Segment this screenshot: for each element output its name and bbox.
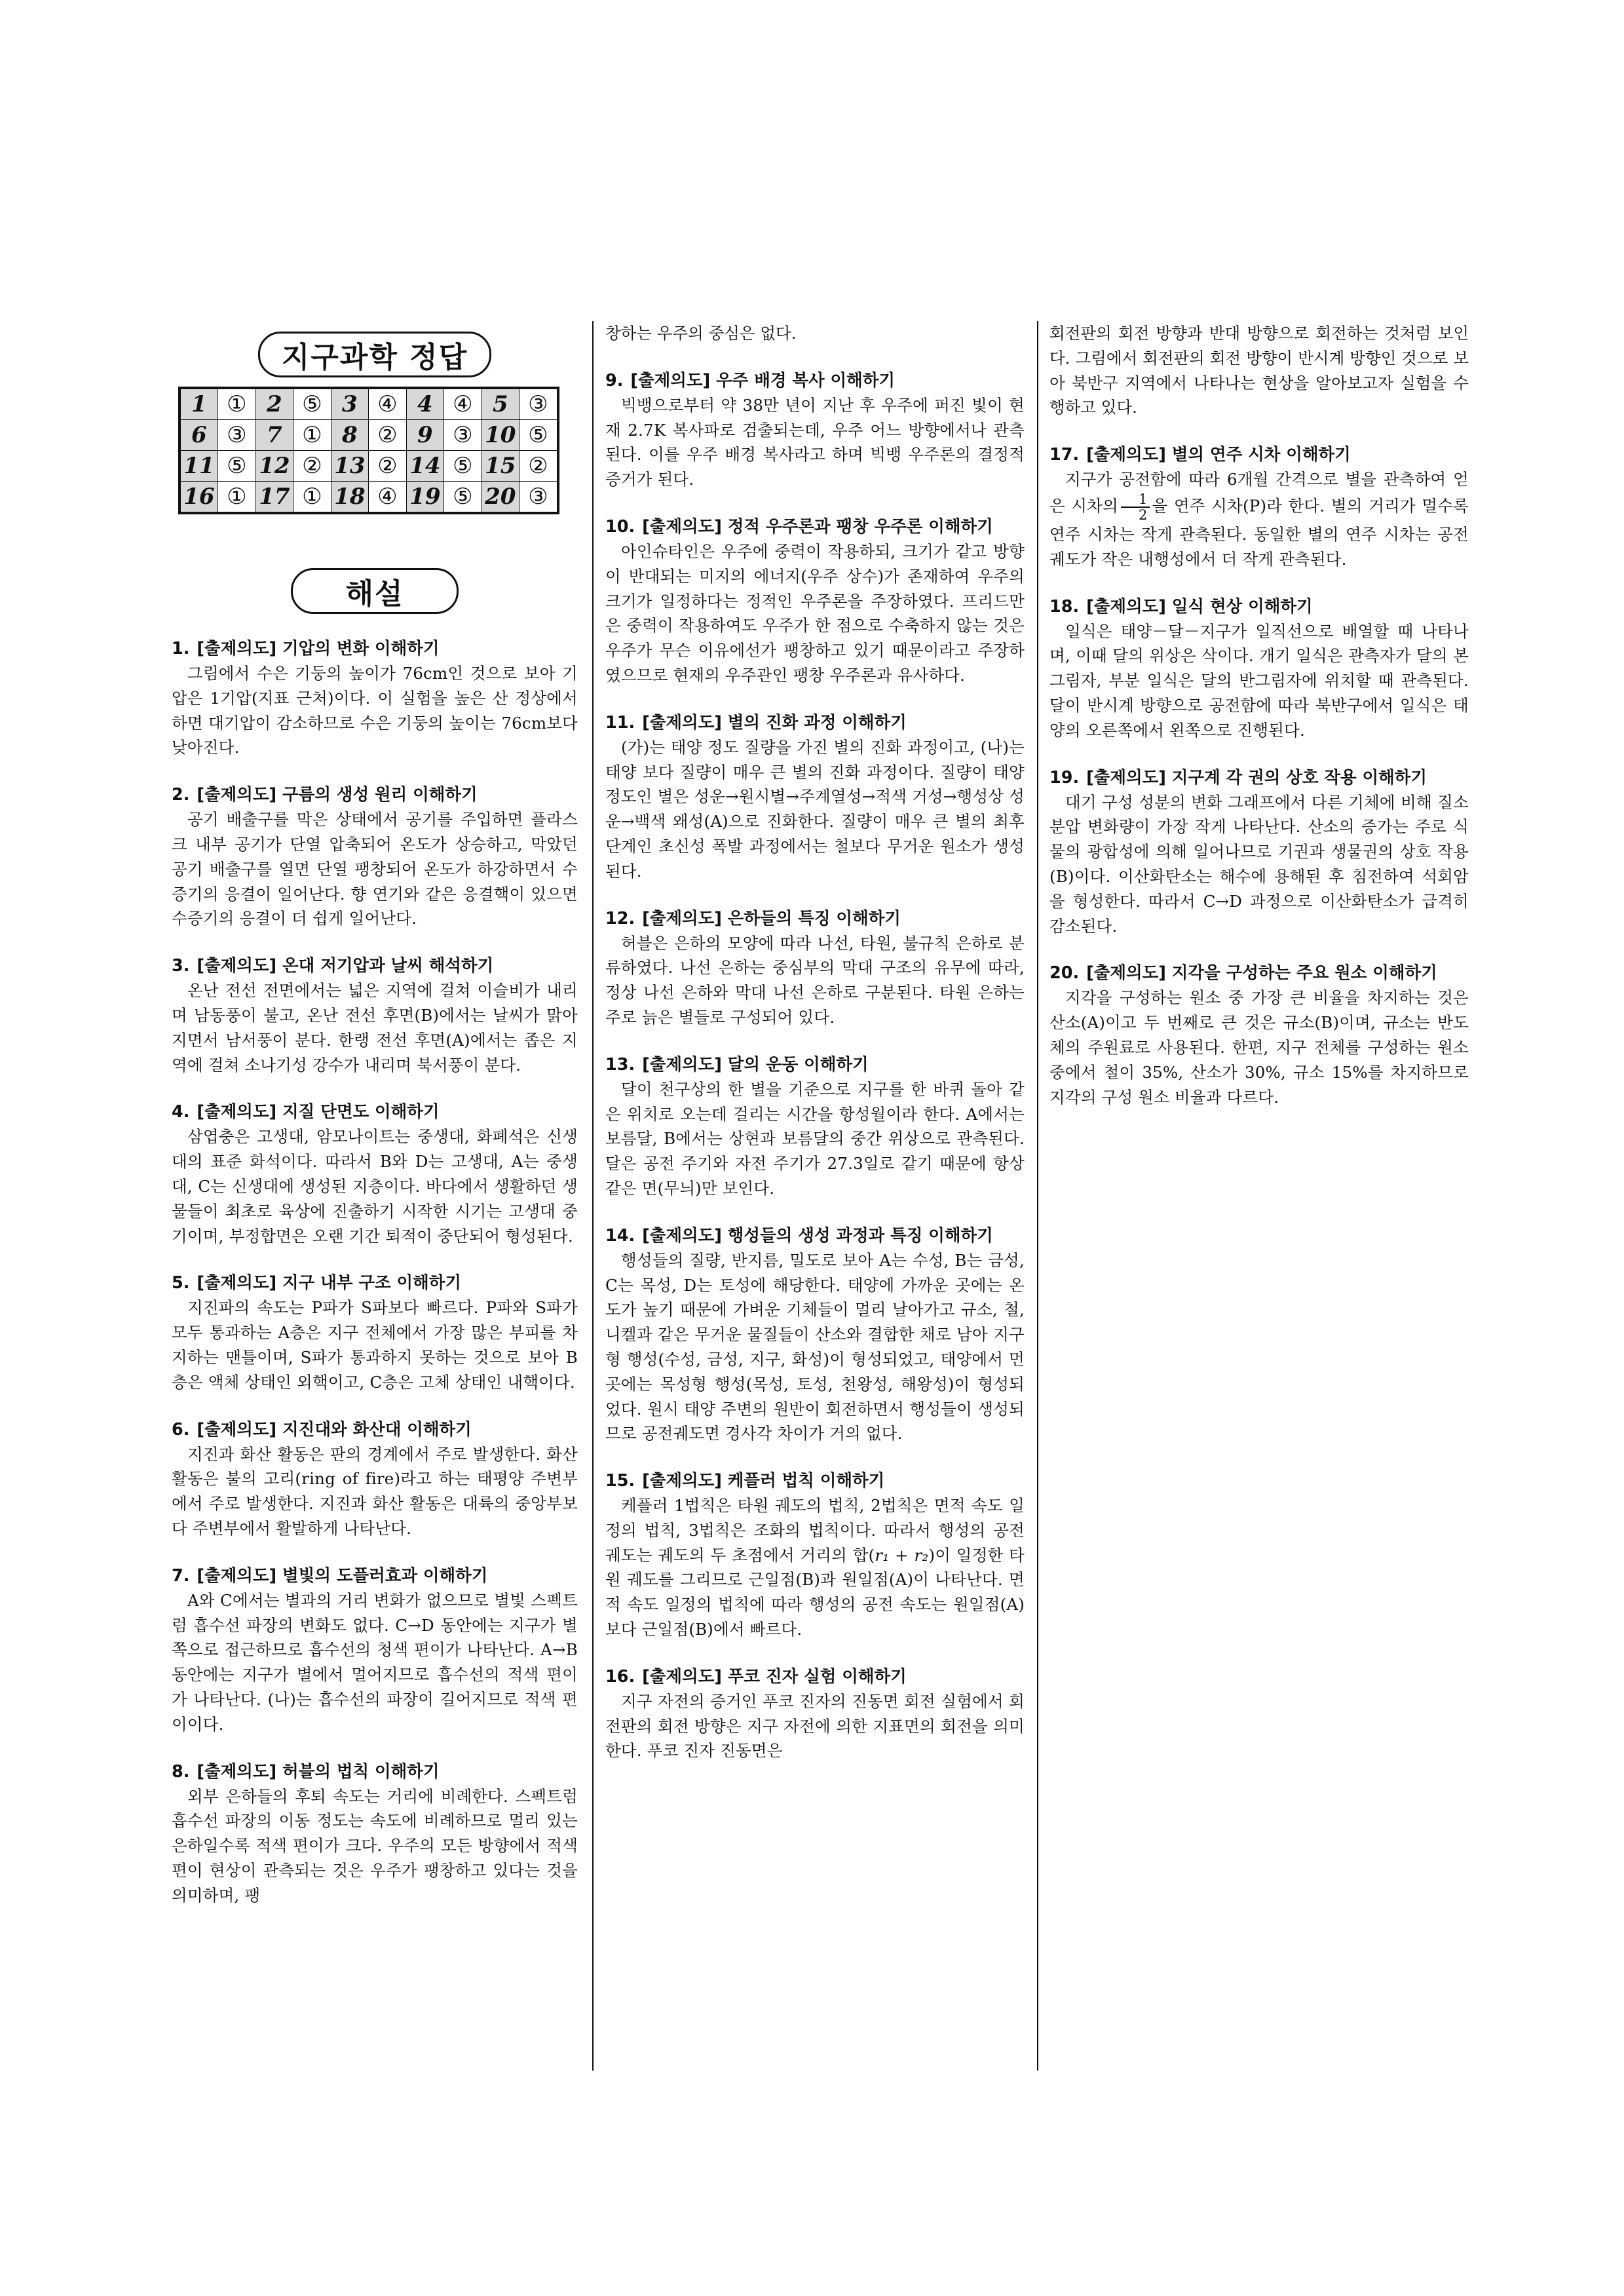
column-divider-right xyxy=(1037,321,1038,2071)
explanation-heading-text: [출제의도] 지질 단면도 이해하기 xyxy=(197,1102,440,1122)
explanation-heading-text: [출제의도] 케플러 법칙 이해하기 xyxy=(642,1471,885,1491)
explanation-heading-text: [출제의도] 푸코 진자 실험 이해하기 xyxy=(642,1666,907,1687)
answer-choice: ③ xyxy=(519,388,558,420)
explanation-heading xyxy=(172,1271,578,1295)
explanation-number: 20. xyxy=(1049,963,1080,984)
answer-choice: ④ xyxy=(444,388,482,420)
question-number: 14 xyxy=(406,451,444,482)
explanation-7 xyxy=(172,1563,578,1737)
explanation-8 xyxy=(172,1759,578,1908)
explanation-heading-text: [출제의도] 일식 현상 이해하기 xyxy=(1086,596,1313,617)
explanation-heading-text: [출제의도] 행성들의 생성 과정과 특징 이해하기 xyxy=(642,1225,993,1246)
explanation-text: 공기 배출구를 막은 상태에서 공기를 주입하면 플라스크 내부 공기가 단열 압축되어 온도가 상승하고, 막았던 공기 배출구를 열면 단열 팽창되어 온도가 하강하면서 수증기의 응결이 일어난다. 향 연기와 같은 응결핵이 있으면 수증기의 응결이 더 쉽게 일어난다. xyxy=(172,810,578,928)
question-number: 3 xyxy=(331,388,368,420)
explanation-number: 2. xyxy=(172,785,190,805)
answer-title: 지구과학 정답 xyxy=(258,332,491,377)
explanation-number: 1. xyxy=(172,639,190,659)
answer-choice: ① xyxy=(217,388,255,420)
explanation-heading xyxy=(172,636,578,661)
explanation-1 xyxy=(172,636,578,760)
question-number: 8 xyxy=(331,420,368,451)
explanation-text-part: 지구가 공전함에 따라 6개월 간격으로 별을 관측하여 얻은 시차의 xyxy=(1049,470,1469,516)
answer-choice: ⑤ xyxy=(293,388,331,420)
explanation-heading xyxy=(605,1468,1025,1493)
question-number: 16 xyxy=(179,482,217,514)
answer-choice: ② xyxy=(293,451,331,482)
answer-row xyxy=(179,482,558,514)
explanation-number: 12. xyxy=(605,908,635,928)
question-number: 10 xyxy=(482,420,519,451)
explanation-number: 16. xyxy=(605,1666,635,1687)
answer-choice: ① xyxy=(217,482,255,514)
explanation-heading xyxy=(605,906,1025,931)
fraction-denominator: 2 xyxy=(1139,507,1148,523)
explanation-number: 5. xyxy=(172,1273,190,1293)
explanation-heading xyxy=(172,1100,578,1124)
explanation-16 xyxy=(605,1664,1025,1763)
question-number: 13 xyxy=(331,451,368,482)
explanation-heading-text: [출제의도] 별빛의 도플러효과 이해하기 xyxy=(197,1565,488,1586)
explanation-text: 그림에서 수은 기둥의 높이가 76cm인 것으로 보아 기압은 1기압(지표 근처)이다. 이 실험을 높은 산 정상에서 하면 대기압이 감소하므로 수은 기둥의 높이는 76cm보다 낮아진다. xyxy=(172,664,578,757)
explanation-heading xyxy=(1049,594,1469,619)
question-number: 19 xyxy=(406,482,444,514)
explanation-text: 허블은 은하의 모양에 따라 나선, 타원, 불규칙 은하로 분류하였다. 나선 은하는 중심부의 막대 구조의 유무에 따라, 정상 나선 은하와 막대 나선 은하로 구분된다. 타원 은하는 주로 늙은 별들로 구성되어 있다. xyxy=(605,933,1025,1027)
answer-choice: ③ xyxy=(519,482,558,514)
explanation-text: 온난 전선 전면에서는 넓은 지역에 걸쳐 이슬비가 내리며 남동풍이 불고, 온난 전선 후면(B)에서는 날씨가 맑아지면서 남서풍이 분다. 한랭 전선 후면(A)에서는 좁은 지역에 걸쳐 소나기성 강수가 내리며 북서풍이 분다. xyxy=(172,981,578,1075)
question-number: 7 xyxy=(255,420,293,451)
explanation-3 xyxy=(172,953,578,1077)
explanation-text: 삼엽충은 고생대, 암모나이트는 중생대, 화폐석은 신생대의 표준 화석이다. 따라서 B와 D는 고생대, A는 중생대, C는 신생대에 생성된 지층이다. 바다에서 생활하던 생물들이 최초로 육상에 진출하기 시작한 시기는 고생대 중기이며, 부정합면은 오랜 기간 퇴적이 중단되어 형성된다. xyxy=(172,1127,578,1246)
explanation-text: 대기 구성 성분의 변화 그래프에서 다른 기체에 비해 질소 분압 변화량이 가장 작게 나타난다. 산소의 증가는 주로 식물의 광합성에 의해 일어나므로 기권과 생물권의 상호 작용(B)이다. 이산화탄소는 해수에 용해된 후 침전하여 석회암을 형성한다. 따라서 C→D 과정으로 이산화탄소가 급격히 감소된다. xyxy=(1049,792,1469,936)
explanation-heading-text: [출제의도] 지진대와 화산대 이해하기 xyxy=(197,1419,472,1440)
answer-row xyxy=(179,388,558,420)
answer-choice: ② xyxy=(519,451,558,482)
explanation-heading xyxy=(605,1664,1025,1689)
explanation-heading-text: [출제의도] 지각을 구성하는 주요 원소 이해하기 xyxy=(1086,963,1437,984)
explanation-heading xyxy=(1049,765,1469,790)
answer-choice: ⑤ xyxy=(217,451,255,482)
explanation-12 xyxy=(605,906,1025,1030)
explanation-16-continued: 회전판의 회전 방향과 반대 방향으로 회전하는 것처럼 보인다. 그림에서 회전판의 회전 방향이 반시계 방향인 것으로 보아 북반구 지역에서 나타나는 현상을 알아보고자 실험을 수행하고 있다. xyxy=(1049,324,1469,417)
answer-row xyxy=(179,420,558,451)
explanation-number: 4. xyxy=(172,1102,190,1122)
explanation-heading xyxy=(605,1052,1025,1077)
explanation-number: 19. xyxy=(1049,767,1080,788)
explanation-13 xyxy=(605,1052,1025,1201)
explanation-heading-text: [출제의도] 온대 저기압과 날씨 해석하기 xyxy=(197,956,494,976)
explanation-14 xyxy=(605,1223,1025,1446)
question-number: 2 xyxy=(255,388,293,420)
question-number: 11 xyxy=(179,451,217,482)
answer-choice: ③ xyxy=(444,420,482,451)
explanation-text: 지각을 구성하는 원소 중 가장 큰 비율을 차지하는 것은 산소(A)이고 두 번째로 큰 것은 규소(B)이며, 규소는 반도체의 주원료로 사용된다. 한편, 지구 전체를 구성하는 원소 중에서 철이 35%, 산소가 30%, 규소 15%를 차지하므로 지각의 구성 원소 비율과 다르다. xyxy=(1049,988,1469,1107)
explanation-text: 외부 은하들의 후퇴 속도는 거리에 비례한다. 스펙트럼 흡수선 파장의 이동 정도는 속도에 비례하므로 멀리 있는 은하일수록 적색 편이가 크다. 우주의 모든 방향에서 적색 편이 현상이 관측되는 것은 우주가 팽창하고 있다는 것을 의미하며, 팽 xyxy=(172,1786,578,1905)
answer-choice: ④ xyxy=(368,388,406,420)
explanation-heading-text: [출제의도] 달의 운동 이해하기 xyxy=(642,1054,869,1075)
column-divider-left xyxy=(592,321,594,2071)
explanation-number: 17. xyxy=(1049,445,1080,465)
explanation-text: 아인슈타인은 우주에 중력이 작용하되, 크기가 같고 방향이 반대되는 미지의 에너지(우주 상수)가 존재하여 우주의 크기가 일정하다는 정적인 우주론을 주장하였다. 프리드만은 중력이 작용하여도 우주가 한 점으로 수축하지 않는 것은 우주가 무슨 이유에선가 팽창하고 있기 때문이라고 주장하였으므로 현재의 우주관인 팽창 우주론과 유사하다. xyxy=(605,541,1025,685)
explanation-heading xyxy=(1049,442,1469,467)
explanation-heading xyxy=(1049,961,1469,985)
explanation-number: 13. xyxy=(605,1054,635,1075)
explanation-9 xyxy=(605,368,1025,492)
explanation-6 xyxy=(172,1417,578,1541)
explanation-20 xyxy=(1049,961,1469,1109)
explanation-number: 10. xyxy=(605,516,635,537)
answer-row xyxy=(179,451,558,482)
explanation-heading-text: [출제의도] 지구 내부 구조 이해하기 xyxy=(197,1273,462,1293)
explanation-heading xyxy=(172,782,578,807)
explanation-number: 15. xyxy=(605,1471,635,1491)
explanation-heading-text: [출제의도] 별의 진화 과정 이해하기 xyxy=(642,712,907,733)
question-number: 6 xyxy=(179,420,217,451)
answer-choice: ② xyxy=(368,451,406,482)
explanation-10 xyxy=(605,514,1025,688)
explanation-11 xyxy=(605,710,1025,884)
explanation-heading xyxy=(605,710,1025,735)
explanation-heading xyxy=(172,953,578,978)
explanation-text: (가)는 태양 정도 질량을 가진 별의 진화 과정이고, (나)는 태양 보다 질량이 매우 큰 별의 진화 과정이다. 질량이 태양 정도인 별은 성운→원시별→주계열성→적색 거성→행성상 성운→백색 왜성(A)으로 진화한다. 질량이 매우 큰 별의 최후 단계인 초신성 폭발 과정에서는 철보다 무거운 원소가 생성된다. xyxy=(605,737,1025,881)
explanation-17 xyxy=(1049,442,1469,571)
explanation-number: 8. xyxy=(172,1761,190,1782)
question-number: 4 xyxy=(406,388,444,420)
question-number: 18 xyxy=(331,482,368,514)
explanation-title: 해설 xyxy=(291,568,459,614)
explanation-2 xyxy=(172,782,578,931)
explanation-text: A와 C에서는 별과의 거리 변화가 없으므로 별빛 스펙트럼 흡수선 파장의 변화도 없다. C→D 동안에는 지구가 별 쪽으로 접근하므로 흡수선의 청색 편이가 나타난다. A→B 동안에는 지구가 별에서 멀어지므로 흡수선의 적색 편이가 나타난다. (나)는 흡수선의 파장이 길어지므로 적색 편이이다. xyxy=(172,1590,578,1734)
explanation-heading xyxy=(172,1417,578,1442)
half-fraction xyxy=(1121,492,1150,522)
explanation-text: 일식은 태양－달－지구가 일직선으로 배열할 때 나타나며, 이때 달의 위상은 삭이다. 개기 일식은 관측자가 달의 본그림자, 부분 일식은 달의 반그림자에 위치할 때 관측된다. 달이 반시계 방향으로 공전함에 따라 북반구에서 일식은 태양의 오른쪽에서 왼쪽으로 진행된다. xyxy=(1049,621,1469,740)
column-1 xyxy=(172,321,578,2064)
explanation-text-part: 케플러 1법칙은 타원 궤도의 법칙, 2법칙은 면적 속도 일정의 법칙, 3법칙은 조화의 법칙이다. 따라서 행성의 공전 궤도는 궤도의 두 초점에서 거리의 합( xyxy=(605,1496,1025,1565)
explanation-18 xyxy=(1049,594,1469,743)
explanation-text: 지구 자전의 증거인 푸코 진자의 진동면 회전 실험에서 회전판의 회전 방향은 지구 자전에 의한 지표면의 회전을 의미한다. 푸코 진자 진동면은 xyxy=(605,1691,1025,1761)
explanation-heading-text: [출제의도] 은하들의 특징 이해하기 xyxy=(642,908,901,928)
answer-choice: ⑤ xyxy=(444,451,482,482)
explanation-text: 지진과 화산 활동은 판의 경계에서 주로 발생한다. 화산 활동은 불의 고리(ring of fire)라고 하는 태평양 주변부에서 주로 발생한다. 지진과 화산 활동은 대륙의 중앙부보다 주변부에서 활발하게 나타난다. xyxy=(172,1444,578,1538)
answer-choice: ⑤ xyxy=(444,482,482,514)
explanation-heading-text: [출제의도] 우주 배경 복사 이해하기 xyxy=(630,370,896,391)
explanation-heading xyxy=(172,1759,578,1784)
explanation-text: 행성들의 질량, 반지름, 밀도로 보아 A는 수성, B는 금성, C는 목성, D는 토성에 해당한다. 태양에 가까운 곳에는 온도가 높기 때문에 가벼운 기체들이 멀리 날아가고 규소, 철, 니켈과 같은 무거운 물질들이 산소와 결합한 채로 남아 지구형 행성(수성, 금성, 지구, 화성)이 형성되었고, 태양에서 먼 곳에는 목성형 행성(목성, 토성, 천왕성, 해왕성)이 형성되었다. 원시 태양 주변의 원반이 회전하면서 행성들이 생성되므로 공전궤도면 경사각 차이가 거의 없다. xyxy=(605,1250,1025,1444)
question-number: 17 xyxy=(255,482,293,514)
answer-choice: ① xyxy=(293,420,331,451)
explanation-number: 9. xyxy=(605,370,624,391)
explanation-text: 달이 천구상의 한 별을 기준으로 지구를 한 바퀴 돌아 같은 위치로 오는데 걸리는 시간을 항성월이라 한다. A에서는 보름달, B에서는 상현과 보름달의 중간 위상으로 관측된다. 달은 공전 주기와 자전 주기가 27.3일로 같기 때문에 항상 같은 면(무늬)만 보인다. xyxy=(605,1079,1025,1198)
explanation-4 xyxy=(172,1100,578,1248)
column-3 xyxy=(1049,321,1469,2064)
explanation-heading xyxy=(605,368,1025,393)
answer-choice: ③ xyxy=(217,420,255,451)
question-number: 1 xyxy=(179,388,217,420)
explanation-heading-text: [출제의도] 별의 연주 시차 이해하기 xyxy=(1086,445,1351,465)
explanation-text xyxy=(605,1493,1025,1642)
explanation-text xyxy=(1049,467,1469,571)
explanation-heading-text: [출제의도] 기압의 변화 이해하기 xyxy=(197,639,440,659)
explanation-heading-text: [출제의도] 허블의 법칙 이해하기 xyxy=(197,1761,440,1782)
answer-choice: ⑤ xyxy=(519,420,558,451)
distance-formula: r₁ + r₂ xyxy=(875,1545,929,1565)
question-number: 5 xyxy=(482,388,519,420)
column-2 xyxy=(605,321,1025,2064)
explanation-number: 3. xyxy=(172,956,190,976)
explanation-15 xyxy=(605,1468,1025,1642)
explanation-number: 6. xyxy=(172,1419,190,1440)
explanation-number: 14. xyxy=(605,1225,635,1246)
question-number: 9 xyxy=(406,420,444,451)
explanation-5 xyxy=(172,1271,578,1394)
explanation-heading-text: [출제의도] 구름의 생성 원리 이해하기 xyxy=(197,785,478,805)
explanation-text: 지진파의 속도는 P파가 S파보다 빠르다. P파와 S파가 모두 통과하는 A층은 지구 전체에서 가장 많은 부피를 차지하는 맨틀이며, S파가 통과하지 못하는 것으로 보아 B층은 액체 상태인 외핵이고, C층은 고체 상태인 내핵이다. xyxy=(172,1298,578,1392)
explanation-number: 11. xyxy=(605,712,635,733)
explanation-number: 7. xyxy=(172,1565,190,1586)
explanation-heading xyxy=(605,514,1025,539)
question-number: 20 xyxy=(482,482,519,514)
explanation-text: 빅뱅으로부터 약 38만 년이 지난 후 우주에 퍼진 빛이 현재 2.7K 복사파로 검출되는데, 우주 어느 방향에서나 관측된다. 이를 우주 배경 복사라고 하며 빅뱅 우주론의 결정적 증거가 된다. xyxy=(605,395,1025,489)
answer-choice: ④ xyxy=(368,482,406,514)
explanation-heading-text: [출제의도] 정적 우주론과 팽창 우주론 이해하기 xyxy=(642,516,993,537)
answer-table xyxy=(178,387,559,514)
explanation-heading xyxy=(172,1563,578,1588)
answer-choice: ② xyxy=(368,420,406,451)
question-number: 15 xyxy=(482,451,519,482)
question-number: 12 xyxy=(255,451,293,482)
explanation-heading xyxy=(605,1223,1025,1248)
fraction-numerator: 1 xyxy=(1121,492,1150,508)
explanation-heading-text: [출제의도] 지구계 각 권의 상호 작용 이해하기 xyxy=(1086,767,1427,788)
explanation-8-continued: 창하는 우주의 중심은 없다. xyxy=(605,324,797,343)
explanation-text-part: )이 일정한 타원 궤도를 그리므로 근일점(B)과 원일점(A)이 나타난다. 면적 속도 일정의 법칙에 따라 행성의 공전 속도는 원일점(A)보다 근일점(B)에서 빠르다. xyxy=(605,1545,1025,1639)
answer-choice: ① xyxy=(293,482,331,514)
explanation-19 xyxy=(1049,765,1469,939)
explanation-text-part: 을 연주 시차(P)라 한다. 별의 거리가 멀수록 연주 시차는 작게 관측된다. 동일한 별의 연주 시차는 공전 궤도가 작은 내행성에서 더 작게 관측된다. xyxy=(1049,496,1469,569)
explanation-number: 18. xyxy=(1049,596,1080,617)
